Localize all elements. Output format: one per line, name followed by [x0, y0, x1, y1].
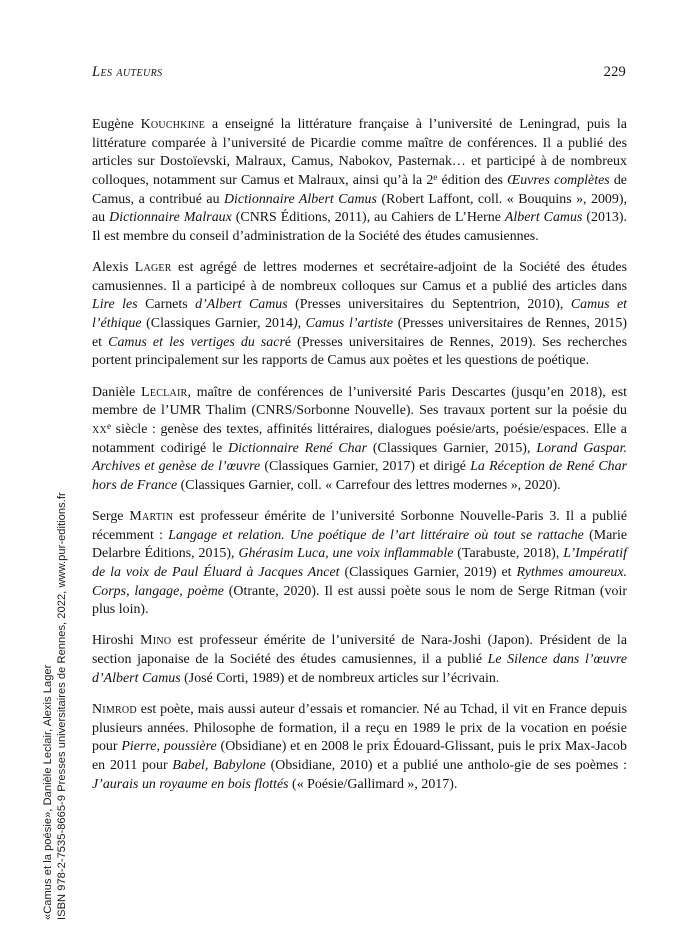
- text-run: siècle : genèse des textes, affinités littéraires, dialogues poésie/arts, poésie/espaces. Elle a notamment codirigé le: [92, 421, 627, 456]
- paragraph-kouchkine: [92, 116, 627, 247]
- text-run: Serge: [92, 508, 130, 524]
- italic-title: Camus et les vertiges du sacr: [108, 334, 285, 350]
- italic-title: Babel, Babylone: [172, 757, 266, 773]
- text-run: (Obsidiane, 2010) et a publié une antholo-gie de ses poèmes :: [265, 757, 627, 773]
- text-run: est professeur émérite de l’université Sorbonne Nouvelle-Paris 3. Il a publié récemment :: [92, 508, 627, 543]
- text-run: (Classiques Garnier, coll. « Carrefour des lettres modernes », 2020).: [177, 477, 561, 493]
- italic-title: Ghérasim Luca, une voix inflammable: [238, 546, 454, 562]
- italic-title: Langage et relation. Une poétique de l’art littéraire où tout se rattache: [168, 527, 584, 543]
- italic-title: Dictionnaire Malraux: [109, 210, 232, 226]
- italic-title: d’Albert Camus: [187, 297, 288, 313]
- italic-title: Dictionnaire René Char: [228, 440, 368, 456]
- text-run: édition des: [437, 172, 508, 188]
- text-run: (Classiques Garnier, 2017) et dirigé: [260, 459, 471, 475]
- text-run: (Presses universitaires du Septentrion, 2010),: [287, 297, 571, 313]
- italic-title: J’aurais un royaume en bois flottés: [92, 776, 289, 792]
- text-run: (Classiques Garnier, 2019) et: [339, 564, 517, 580]
- italic-title: La Réception de René Char hors de France: [92, 459, 628, 493]
- small-caps-name: Kouchkine: [140, 117, 206, 132]
- text-run: (Presses universitaires de Rennes, 2019). Ses recherches portent principalement sur les rapports de Camus aux poètes et les questions de poétique.: [92, 334, 627, 369]
- italic-title: Dictionnaire Albert Camus: [224, 191, 377, 207]
- body-text-block: [92, 116, 627, 794]
- small-caps-name: Leclair: [141, 384, 188, 400]
- text-run: Hiroshi: [92, 633, 141, 649]
- text-run: (CNRS Éditions, 2011), au Cahiers de L’Herne: [231, 210, 505, 226]
- text-run: , maître de conférences de l’université Paris Descartes (jusqu’en 2018), est membre de l’UMR Thalim (CNRS/Sorbonne Nouvelle). Ses travaux portent sur la poésie du: [92, 384, 627, 419]
- ordinal-superscript: e: [106, 421, 112, 431]
- text-run: (« Poésie/Gallimard », 2017).: [288, 776, 458, 792]
- paragraph-martin: [92, 508, 627, 620]
- text-run: (Presses universitaires de Rennes, 2015) et: [92, 316, 627, 350]
- italic-title: Camus et l’éthique: [92, 297, 628, 332]
- text-run: (2013). Il est membre du conseil d’administration de la Société des études camusiennes.: [92, 210, 627, 244]
- small-caps-name: Martin: [129, 508, 174, 524]
- italic-title: Camus l’artiste: [305, 316, 394, 332]
- text-run: (Classiques Garnier, 2015),: [367, 440, 537, 456]
- margin-note-title-line: «Camus et la poésie», Danièle Leclair, Alexis Lager: [42, 664, 54, 920]
- margin-notes: [0, 0, 72, 948]
- running-header: [92, 64, 626, 84]
- small-caps-name: Mino: [140, 633, 172, 649]
- italic-title: Le Silence dans l’œuvre d’Albert Camus: [92, 652, 627, 686]
- italic-title: Pierre, poussière: [121, 739, 217, 755]
- margin-note-isbn-line: ISBN 978-2-7535-8665-9 Presses universitaires de Rennes, 2022, www.pur-editions.fr: [56, 492, 68, 920]
- italic-title: Lire les: [92, 297, 146, 313]
- text-run: (Robert Laffont, coll. « Bouquins », 2009), au: [92, 191, 627, 226]
- small-caps-name: Lager: [134, 260, 172, 276]
- text-run: (Tarabuste, 2018),: [453, 546, 564, 562]
- text-run: (Marie Delarbre Éditions, 2015),: [92, 527, 628, 562]
- italic-title: Lorand Gaspar. Archives et genèse de l’œuvre: [92, 440, 627, 475]
- running-header-title: Les auteurs: [92, 64, 163, 80]
- paragraph-leclair: [92, 384, 627, 496]
- text-run: Danièle: [92, 384, 142, 400]
- paragraph-lager: [92, 259, 627, 371]
- italic-title: L’Impératif de la voix de Paul Éluard à Jacques Ancet: [92, 546, 627, 580]
- text-run: é: [284, 334, 292, 350]
- small-caps-name: xx: [92, 421, 107, 437]
- text-run: (Otrante, 2020). Il est aussi poète sous le nom de Serge Ritman (voir plus loin).: [92, 583, 628, 618]
- text-run: (Obsidiane) et en 2008 le prix Édouard-Glissant, puis le prix Max-Jacob en 2011 pour: [92, 739, 627, 773]
- paragraph-mino: [92, 632, 627, 688]
- text-run: ,: [297, 316, 306, 332]
- text-run: (José Corti, 1989) et de nombreux articles sur l’écrivain.: [180, 670, 500, 686]
- small-caps-name: Nimrod: [92, 701, 137, 717]
- text-run: Carnets: [145, 297, 188, 313]
- text-run: de Camus, a contribué au: [92, 172, 627, 207]
- text-run: est poète, mais aussi auteur d’essais et romancier. Né au Tchad, il vit en France depuis plusieurs années. Philosophe de formation, il a reçu en 1989 le prix de la vocation en poésie pour: [92, 701, 627, 755]
- page-number: 229: [603, 64, 626, 80]
- text-run: Eugène: [92, 117, 141, 132]
- italic-title: ): [292, 316, 298, 332]
- paragraph-nimrod: [92, 701, 627, 794]
- text-run: est agrégé de lettres modernes et secrétaire-adjoint de la Société des études camusiennes. Il a participé à de nombreux colloques sur Camus et a publié des articles dans: [92, 260, 627, 294]
- ordinal-superscript: e: [433, 172, 438, 183]
- text-run: (Classiques Garnier, 2014: [141, 316, 293, 332]
- italic-title: Rythmes amoureux. Corps, langage, poème: [92, 564, 628, 599]
- text-run: est professeur émérite de l’université de Nara-Joshi (Japon). Président de la section japonaise de la Société des études camusiennes, il a publié: [92, 633, 628, 668]
- italic-title: Œuvres complètes: [507, 172, 610, 188]
- text-run: a enseigné la littérature française à l’université de Leningrad, puis la littérature comparée à l’université de Picardie comme maître de conférences. Il a publié des articles sur Dostoïevski, Malraux, Camus, Nabokov, Pasternak… et participé à de nombreux colloques, notamment sur Camus et Malraux, ainsi qu’à la 2: [92, 117, 627, 188]
- text-run: Alexis: [92, 260, 135, 276]
- italic-title: Albert Camus: [504, 210, 583, 226]
